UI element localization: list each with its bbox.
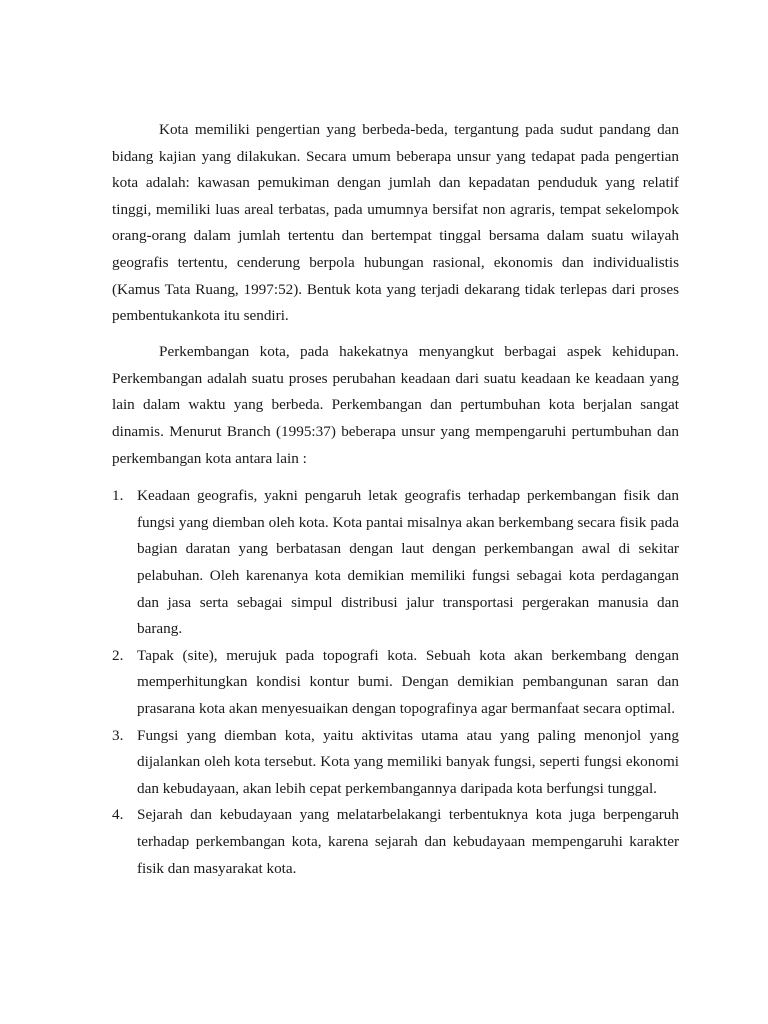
paragraph-city-definition: Kota memiliki pengertian yang berbeda-beda, tergantung pada sudut pandang dan bidang kajian yang dilakukan. Secara umum beberapa unsur yang tedapat pada pengertian kota adalah: kawasan pemukiman dengan jumlah dan kepadatan penduduk yang relatif tinggi, memiliki luas areal terbatas, pada umumnya bersifat non agraris, tempat sekelompok orang-orang dalam jumlah tertentu dan bertempat tinggal bersama dalam suatu wilayah geografis tertentu, cenderung berpola hubungan rasional, ekonomis dan individualistis (Kamus Tata Ruang, 1997:52). Bentuk kota yang terjadi dekarang tidak terlepas dari proses pembentukankota itu sendiri. [112, 121, 679, 325]
list-item [112, 723, 679, 803]
factors-list [112, 483, 679, 882]
list-item-number: 4. [112, 806, 124, 824]
list-item [112, 483, 679, 643]
list-item-number: 2. [112, 646, 124, 664]
list-item [112, 802, 679, 882]
list-item-text: Tapak (site), merujuk pada topografi kota. Sebuah kota akan berkembang dengan memperhitungkan kondisi kontur bumi. Dengan demikian pembangunan saran dan prasarana kota akan menyesuaikan dengan topografinya agar bermanfaat secara optimal. [137, 646, 679, 717]
list-item-number: 3. [112, 726, 124, 744]
list-item-number: 1. [112, 487, 124, 505]
paragraph-city-development: Perkembangan kota, pada hakekatnya menyangkut berbagai aspek kehidupan. Perkembangan adalah suatu proses perubahan keadaan dari suatu keadaan ke keadaan yang lain dalam waktu yang berbeda. Perkembangan dan pertumbuhan kota berjalan sangat dinamis. Menurut Branch (1995:37) beberapa unsur yang mempengaruhi pertumbuhan dan perkembangan kota antara lain : [112, 343, 679, 467]
list-item [112, 643, 679, 723]
document-body [112, 117, 679, 882]
list-item-text: Sejarah dan kebudayaan yang melatarbelakangi terbentuknya kota juga berpengaruh terhadap perkembangan kota, karena sejarah dan kebudayaan mempengaruhi karakter fisik dan masyarakat kota. [137, 806, 679, 877]
list-item-text: Fungsi yang diemban kota, yaitu aktivitas utama atau yang paling menonjol yang dijalankan oleh kota tersebut. Kota yang memiliki banyak fungsi, seperti fungsi ekonomi dan kebudayaan, akan lebih cepat perkembangannya daripada kota berfungsi tunggal. [137, 726, 679, 797]
list-item-text: Keadaan geografis, yakni pengaruh letak geografis terhadap perkembangan fisik dan fungsi yang diemban oleh kota. Kota pantai misalnya akan berkembang secara fisik pada bagian daratan yang berbatasan dengan laut dengan perkembangan awal di sekitar pelabuhan. Oleh karenanya kota demikian memiliki fungsi sebagai kota perdagangan dan jasa serta sebagai simpul distribusi jalur transportasi pergerakan manusia dan barang. [137, 487, 679, 638]
